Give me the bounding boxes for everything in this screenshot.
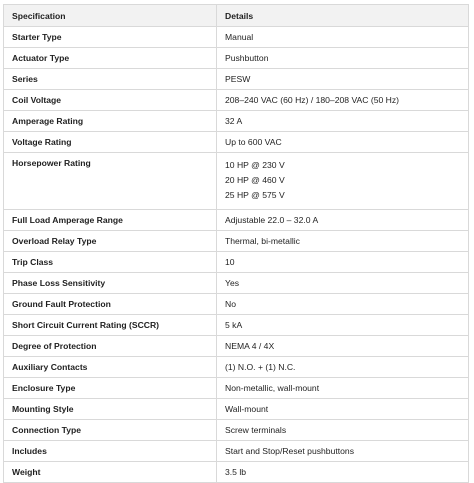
spec-value-line: 20 HP @ 460 V [225, 175, 285, 185]
table-row [4, 27, 469, 48]
spec-value-cell: Up to 600 VAC [217, 132, 469, 153]
table-row [4, 399, 469, 420]
spec-value-cell: Thermal, bi-metallic [217, 231, 469, 252]
table-row [4, 420, 469, 441]
spec-name-cell: Mounting Style [4, 399, 217, 420]
spec-value-cell: 3.5 lb [217, 462, 469, 483]
table-row [4, 252, 469, 273]
spec-name-cell: Horsepower Rating [4, 153, 217, 210]
spec-value-cell: Adjustable 22.0 – 32.0 A [217, 210, 469, 231]
spec-value-cell: PESW [217, 69, 469, 90]
spec-name-cell: Actuator Type [4, 48, 217, 69]
table-row [4, 153, 469, 210]
spec-value-cell [217, 153, 469, 210]
table-row [4, 462, 469, 483]
spec-value-cell: Non-metallic, wall-mount [217, 378, 469, 399]
table-row [4, 111, 469, 132]
spec-name-cell: Weight [4, 462, 217, 483]
table-row [4, 315, 469, 336]
spec-value-cell: 5 kA [217, 315, 469, 336]
specification-table [3, 4, 469, 483]
spec-name-cell: Full Load Amperage Range [4, 210, 217, 231]
spec-value-cell: NEMA 4 / 4X [217, 336, 469, 357]
table-row [4, 231, 469, 252]
column-header-details: Details [217, 5, 469, 27]
spec-value-cell: Yes [217, 273, 469, 294]
spec-value-cell: (1) N.O. + (1) N.C. [217, 357, 469, 378]
table-row [4, 336, 469, 357]
table-row [4, 48, 469, 69]
spec-value-line: 25 HP @ 575 V [225, 190, 285, 200]
table-row [4, 378, 469, 399]
spec-value-cell: Wall-mount [217, 399, 469, 420]
spec-name-cell: Series [4, 69, 217, 90]
table-row [4, 69, 469, 90]
spec-name-cell: Trip Class [4, 252, 217, 273]
spec-value-line: 10 HP @ 230 V [225, 160, 285, 170]
spec-name-cell: Coil Voltage [4, 90, 217, 111]
table-row [4, 441, 469, 462]
spec-value-cell: 32 A [217, 111, 469, 132]
spec-name-cell: Voltage Rating [4, 132, 217, 153]
spec-name-cell: Amperage Rating [4, 111, 217, 132]
spec-name-cell: Auxiliary Contacts [4, 357, 217, 378]
table-row [4, 294, 469, 315]
spec-name-cell: Ground Fault Protection [4, 294, 217, 315]
spec-name-cell: Enclosure Type [4, 378, 217, 399]
table-body [4, 27, 469, 483]
spec-name-cell: Degree of Protection [4, 336, 217, 357]
table-row [4, 273, 469, 294]
table-row [4, 357, 469, 378]
spec-value-cell: Screw terminals [217, 420, 469, 441]
spec-name-cell: Starter Type [4, 27, 217, 48]
spec-value-cell: Manual [217, 27, 469, 48]
spec-value-cell: Pushbutton [217, 48, 469, 69]
spec-value-cell: 10 [217, 252, 469, 273]
column-header-specification: Specification [4, 5, 217, 27]
spec-name-cell: Overload Relay Type [4, 231, 217, 252]
spec-value-cell: Start and Stop/Reset pushbuttons [217, 441, 469, 462]
table-row [4, 90, 469, 111]
table-header-row [4, 5, 469, 27]
table-row [4, 210, 469, 231]
spec-value-cell: No [217, 294, 469, 315]
spec-name-cell: Phase Loss Sensitivity [4, 273, 217, 294]
spec-value-cell: 208–240 VAC (60 Hz) / 180–208 VAC (50 Hz) [217, 90, 469, 111]
spec-name-cell: Includes [4, 441, 217, 462]
spec-name-cell: Short Circuit Current Rating (SCCR) [4, 315, 217, 336]
table-row [4, 132, 469, 153]
spec-name-cell: Connection Type [4, 420, 217, 441]
